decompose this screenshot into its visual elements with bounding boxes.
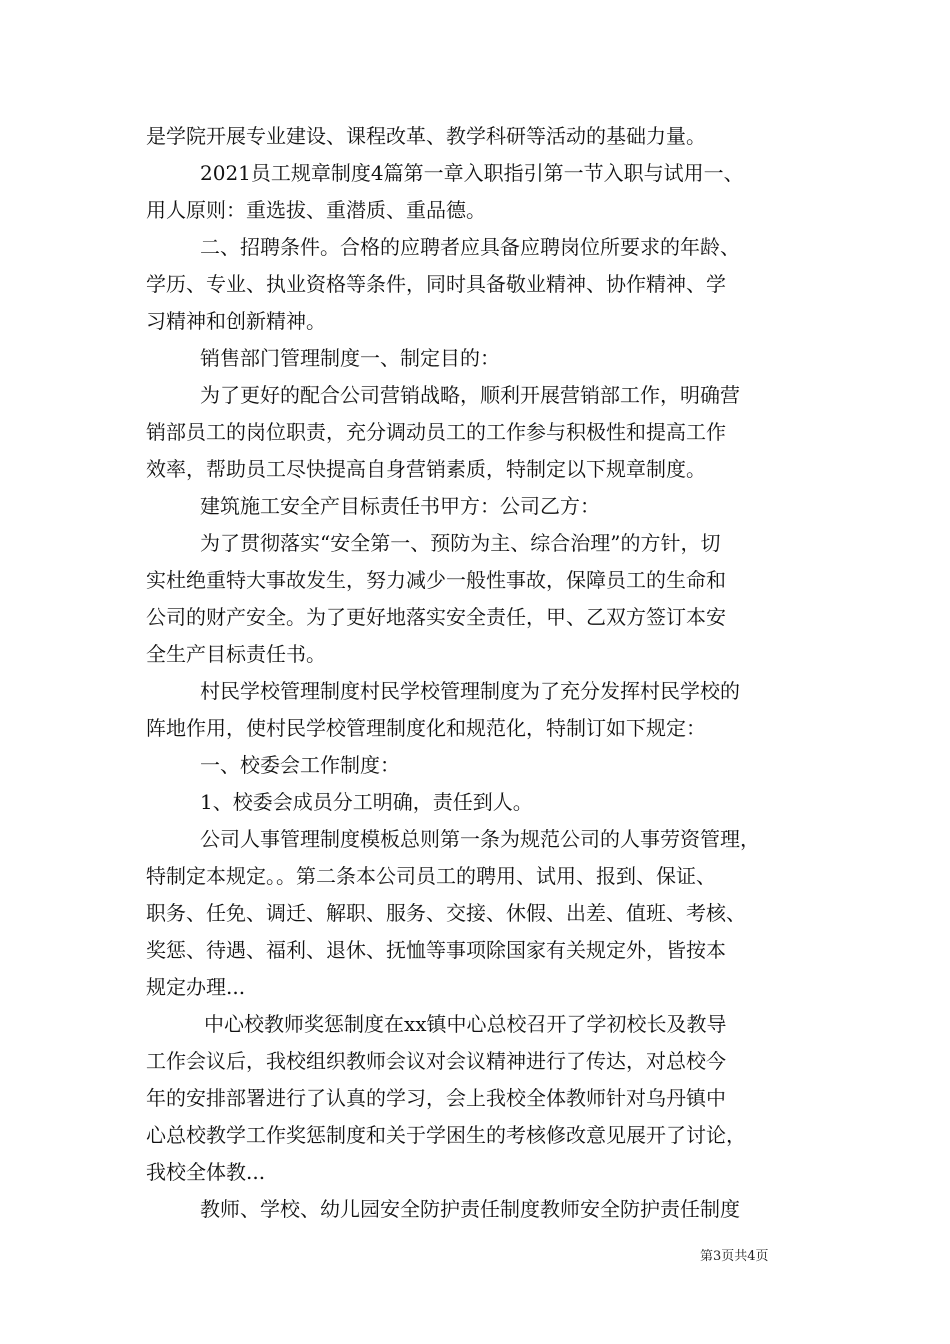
page-number: 第3页共4页 [700,1249,769,1264]
text-line: 年的安排部署进行了认真的学习，会上我校全体教师针对乌丹镇中 [146,1086,726,1110]
text-line: 习精神和创新精神。 [146,309,326,333]
text-line: 效率，帮助员工尽快提高自身营销素质，特制定以下规章制度。 [146,457,706,481]
text-line: 中心校教师奖惩制度在xx镇中心总校召开了学初校长及教导 [204,1012,727,1036]
text-line: 建筑施工安全产目标责任书甲方：公司乙方： [200,494,600,518]
text-line: 奖惩、待遇、福利、退休、抚恤等事项除国家有关规定外，皆按本 [146,938,726,962]
text-line: 规定办理... [146,975,246,999]
text-line: 全生产目标责任书。 [146,642,326,666]
document-body [146,118,810,1228]
text-line: 1、校委会成员分工明确，责任到人。 [200,790,533,814]
text-line: 职务、任免、调迁、解职、服务、交接、休假、出差、值班、考核、 [146,901,746,925]
text-line: 我校全体教... [146,1160,266,1184]
text-line: 为了更好的配合公司营销战略，顺利开展营销部工作，明确营 [200,383,740,407]
text-line: 阵地作用，使村民学校管理制度化和规范化，特制订如下规定： [146,716,706,740]
text-line: 为了贯彻落实“安全第一、预防为主、综合治理”的方针，切 [200,531,721,555]
text-line: 2021员工规章制度4篇第一章入职指引第一节入职与试用一、 [200,161,744,185]
text-line: 村民学校管理制度村民学校管理制度为了充分发挥村民学校的 [200,679,740,703]
text-line: 销部员工的岗位职责，充分调动员工的工作参与积极性和提高工作 [146,420,726,444]
text-line: 公司的财产安全。为了更好地落实安全责任，甲、乙双方签订本安 [146,605,726,629]
text-line: 特制定本规定。。第二条本公司员工的聘用、试用、报到、保证、 [146,864,716,888]
text-line: 销售部门管理制度一、制定目的： [200,346,500,370]
text-line: 心总校教学工作奖惩制度和关于学困生的考核修改意见展开了讨论， [146,1123,746,1147]
text-line: 工作会议后，我校组织教师会议对会议精神进行了传达，对总校今 [146,1049,726,1073]
text-line: 实杜绝重特大事故发生，努力减少一般性事故，保障员工的生命和 [146,568,726,592]
text-line: 公司人事管理制度模板总则第一条为规范公司的人事劳资管理， [200,827,760,851]
text-line: 用人原则：重选拔、重潜质、重品德。 [146,198,486,222]
text-line: 二、招聘条件。合格的应聘者应具备应聘岗位所要求的年龄、 [200,235,740,259]
text-line: 教师、学校、幼儿园安全防护责任制度教师安全防护责任制度 [200,1197,740,1221]
text-line: 是学院开展专业建设、课程改革、教学科研等活动的基础力量。 [146,124,706,148]
text-line: 学历、专业、执业资格等条件，同时具备敬业精神、协作精神、学 [146,272,726,296]
text-line: 一、校委会工作制度： [200,753,400,777]
